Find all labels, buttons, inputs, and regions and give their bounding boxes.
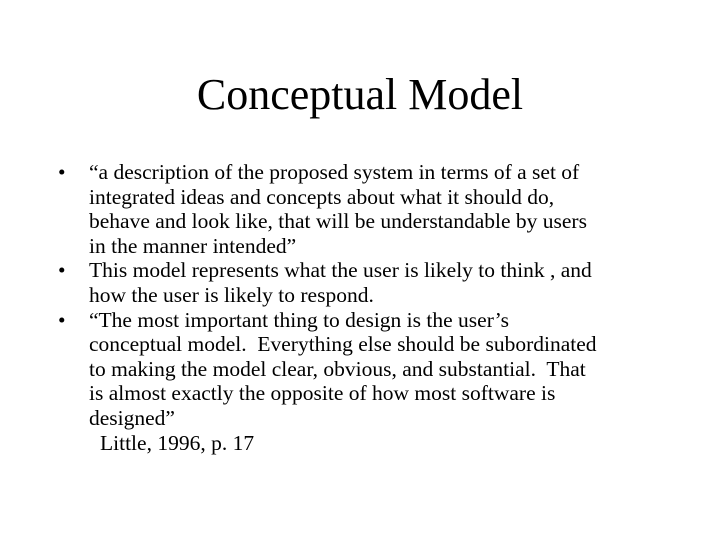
bullet-text-line: integrated ideas and concepts about what it should do, xyxy=(89,184,555,209)
bullet-text-line: designed” xyxy=(89,405,175,430)
slide-title: Conceptual Model xyxy=(196,70,524,119)
bullet-text-line: “The most important thing to design is the user’s xyxy=(89,307,509,332)
bullet-marker: • xyxy=(58,307,66,332)
bullet-text-line: conceptual model. Everything else should be subordinated xyxy=(89,332,597,357)
bullet-text-line: This model represents what the user is likely to think , and xyxy=(89,258,592,283)
bullet-text-line: how the user is likely to respond. xyxy=(89,282,374,307)
bullet-text-line: behave and look like, that will be understandable by users xyxy=(89,209,587,234)
bullet-marker: • xyxy=(58,258,66,283)
bullet-text-line: to making the model clear, obvious, and substantial. That xyxy=(89,356,586,381)
bullet-item-quote xyxy=(58,308,668,456)
bullet-list xyxy=(58,160,668,455)
quote-attribution: Little, 1996, p. 17 xyxy=(100,430,255,455)
bullet-item-model-represents xyxy=(58,258,668,307)
bullet-marker: • xyxy=(58,160,66,184)
bullet-text-line: in the manner intended” xyxy=(89,233,297,258)
bullet-item-definition xyxy=(58,160,668,258)
bullet-text-line: is almost exactly the opposite of how most software is xyxy=(89,381,556,406)
bullet-text-line: “a description of the proposed system in terms of a set of xyxy=(89,160,580,184)
